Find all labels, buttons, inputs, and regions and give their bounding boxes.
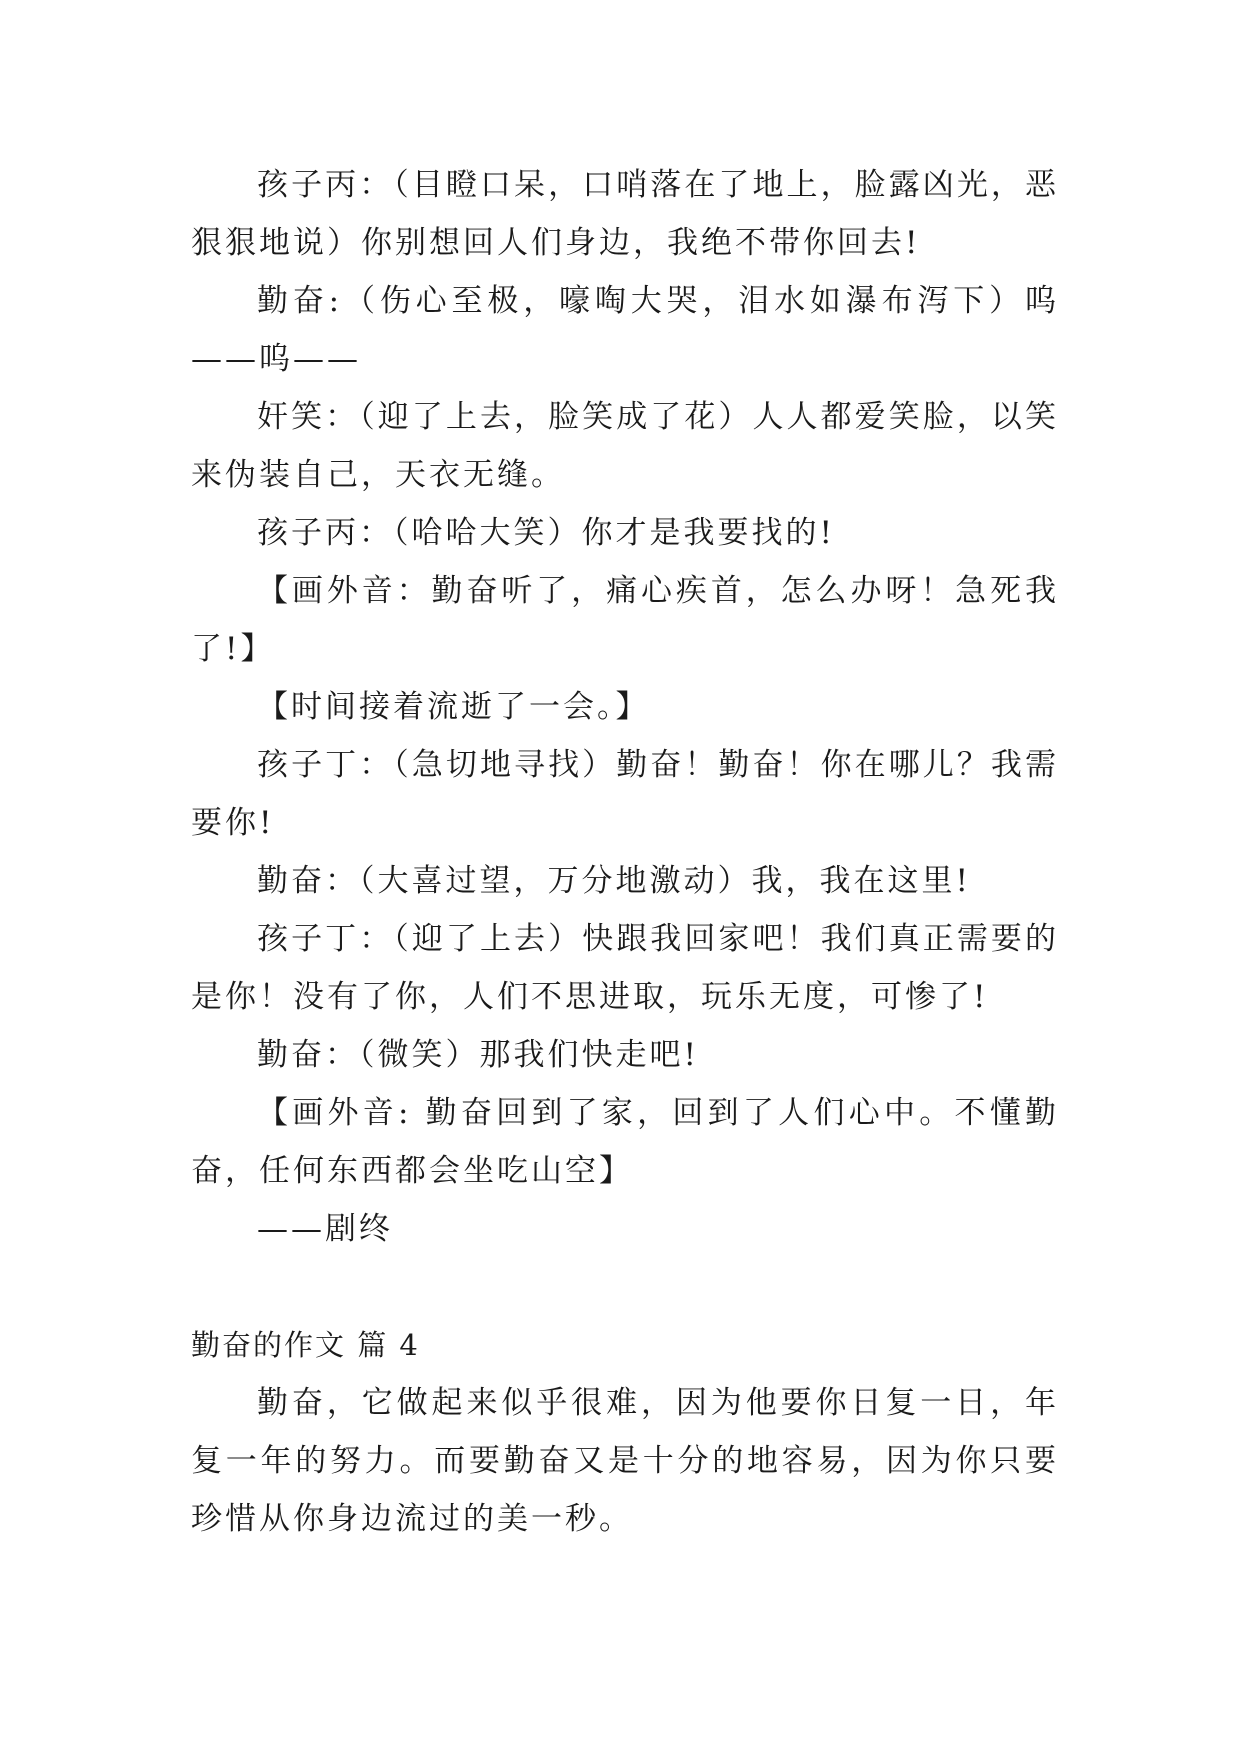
- script-line: 勤奋：（微笑）那我们快走吧!: [257, 1037, 699, 1073]
- document-body: [191, 156, 1059, 1548]
- script-line: 奸笑：（迎了上去，脸笑成了花）人人都爱笑脸，以笑来伪装自己，天衣无缝。: [191, 399, 1059, 493]
- script-line: 孩子丙：（目瞪口呆，口哨落在了地上，脸露凶光，恶狠狠地说）你别想回人们身边，我绝不带你回去!: [191, 167, 1059, 261]
- essay-paragraph: 勤奋，它做起来似乎很难，因为他要你日复一日，年复一年的努力。而要勤奋又是十分的地容易，因为你只要珍惜从你身边流过的美一秒。: [191, 1385, 1059, 1537]
- script-line: 孩子丁：（迎了上去）快跟我回家吧！我们真正需要的是你！没有了你，人们不思进取，玩乐无度，可惨了!: [191, 921, 1059, 1015]
- play-end-signoff: ——剧终: [257, 1211, 393, 1247]
- stage-direction: 【画外音: 勤奋回到了家，回到了人们心中。不懂勤奋，任何东西都会坐吃山空】: [191, 1095, 1059, 1189]
- script-line: 勤奋：（大喜过望，万分地激动）我，我在这里!: [257, 863, 971, 899]
- section-title: 勤奋的作文 篇 4: [191, 1328, 420, 1362]
- script-line: 孩子丙：（哈哈大笑）你才是我要找的!: [257, 515, 835, 551]
- script-line: 孩子丁：（急切地寻找）勤奋！勤奋！你在哪儿？我需要你!: [191, 747, 1059, 841]
- script-line: 勤奋:（伤心至极，嚎啕大哭，泪水如瀑布泻下）呜——呜——: [191, 283, 1059, 377]
- stage-direction: 【画外音：勤奋听了，痛心疾首，怎么办呀！急死我了!】: [191, 573, 1059, 667]
- stage-direction: 【时间接着流逝了一会。】: [257, 689, 650, 725]
